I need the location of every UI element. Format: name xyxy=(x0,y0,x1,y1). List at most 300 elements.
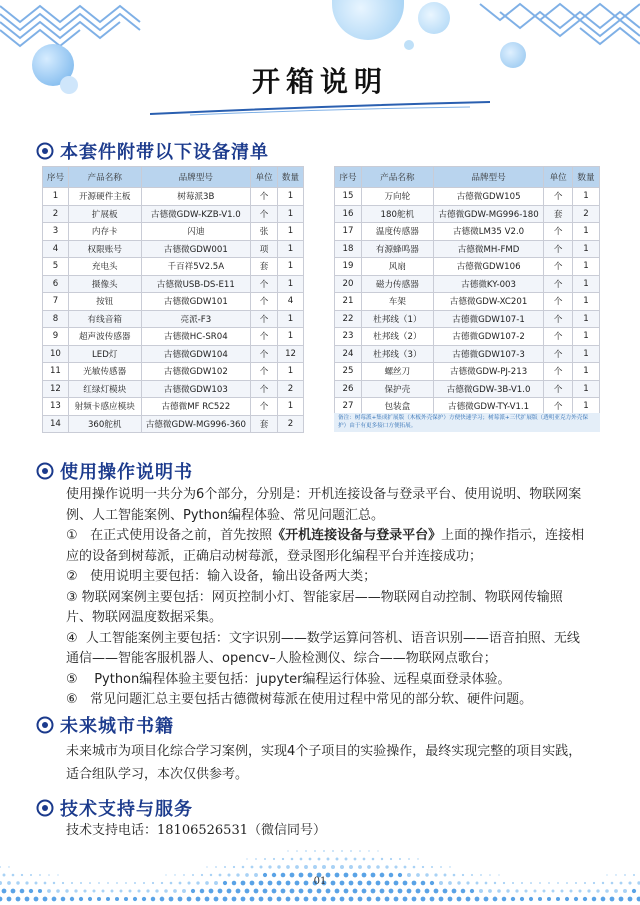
decor-dot xyxy=(79,897,83,901)
decor-dot xyxy=(245,889,250,894)
table-cell: 古德微MH-FMD xyxy=(433,240,544,258)
section-heading-equipment: 本套件附带以下设备清单 xyxy=(36,138,269,164)
decor-dot xyxy=(592,897,596,901)
support-phone: 技术支持电话：18106526531（微信同号） xyxy=(66,823,326,838)
decor-dot xyxy=(218,889,223,894)
decor-dot xyxy=(232,897,237,902)
table-cell: 万向轮 xyxy=(362,188,434,206)
decor-dot xyxy=(425,889,430,894)
decor-dot xyxy=(146,889,149,892)
decor-dot xyxy=(413,866,416,869)
table-header-row xyxy=(43,167,304,188)
decor-dot xyxy=(124,897,128,901)
table-cell: 1 xyxy=(572,223,599,241)
decor-dot xyxy=(191,889,195,893)
table-row xyxy=(335,223,600,241)
table-cell: 13 xyxy=(43,398,69,416)
table-cell: 红绿灯模块 xyxy=(68,380,141,398)
table-cell: 个 xyxy=(251,345,278,363)
decor-dot xyxy=(25,897,30,902)
table-cell: 21 xyxy=(335,293,362,311)
decor-dot xyxy=(286,897,291,902)
decor-dot xyxy=(349,897,354,902)
table-cell: 360舵机 xyxy=(68,415,141,433)
decor-dot xyxy=(565,897,569,901)
table-cell: 个 xyxy=(251,205,278,223)
decor-dot xyxy=(371,889,376,894)
decor-dot xyxy=(385,897,390,902)
decor-dot xyxy=(570,890,573,893)
decor-dot xyxy=(547,897,551,901)
decor-dot xyxy=(326,889,331,894)
table-cell: 古德微GDW-3B-V1.0 xyxy=(433,380,544,398)
table-header-cell: 序号 xyxy=(43,167,69,188)
table-cell: 1 xyxy=(572,240,599,258)
table-cell: 6 xyxy=(43,275,69,293)
table-cell: 1 xyxy=(278,363,304,381)
table-cell: 个 xyxy=(544,328,572,346)
table-row xyxy=(43,415,304,433)
table-row xyxy=(43,258,304,276)
decor-dot xyxy=(340,865,344,869)
table-cell: 个 xyxy=(251,328,278,346)
future-city-body: 未来城市为项目化综合学习案例，实现4个子项目的实验操作，最终实现完整的项目实践，适合组队学习，本次仅供参考。 xyxy=(66,744,582,782)
decor-dot xyxy=(304,897,309,902)
table-row xyxy=(43,188,304,206)
decor-dot xyxy=(367,865,371,869)
table-cell: 个 xyxy=(251,310,278,328)
table-row xyxy=(335,188,600,206)
table-cell: 闪迪 xyxy=(141,223,250,241)
table-cell: 1 xyxy=(572,310,599,328)
table-cell: 古德微GDW107-3 xyxy=(433,345,544,363)
decor-dot xyxy=(398,889,403,894)
table-cell: 套 xyxy=(251,415,278,433)
decor-dot xyxy=(457,897,462,902)
table-cell: 9 xyxy=(43,328,69,346)
decor-dot xyxy=(556,897,560,901)
decor-dot xyxy=(443,889,448,894)
decor-dot xyxy=(11,889,16,894)
decor-dot xyxy=(47,889,51,893)
decor-dot xyxy=(120,890,123,893)
decor-dot xyxy=(308,889,313,894)
decor-dot xyxy=(38,889,42,893)
decor-dot xyxy=(619,897,624,902)
decor-dot xyxy=(475,897,480,902)
decor-dot xyxy=(309,858,312,861)
decor-dot xyxy=(322,865,326,869)
table-header-cell: 产品名称 xyxy=(362,167,434,188)
table-cell: 古德微GDW102 xyxy=(141,363,250,381)
table-cell: 19 xyxy=(335,258,362,276)
table-cell: 张 xyxy=(251,223,278,241)
decor-dot xyxy=(331,865,335,869)
table-cell: 古德微GDW-PJ-213 xyxy=(433,363,544,381)
page-number: 01 xyxy=(313,876,327,887)
table-cell: 杜邦线（2） xyxy=(362,328,434,346)
decor-dot xyxy=(61,897,66,902)
decor-dot xyxy=(408,858,410,860)
decor-dot xyxy=(92,889,95,892)
decor-dot xyxy=(268,897,273,902)
decor-dot xyxy=(372,858,375,861)
table-cell: 1 xyxy=(278,328,304,346)
decor-dot xyxy=(362,889,367,894)
decor-dot xyxy=(305,850,307,852)
table-cell: 1 xyxy=(572,345,599,363)
table-cell: 2 xyxy=(278,415,304,433)
decor-dot xyxy=(296,850,298,852)
table-row xyxy=(335,275,600,293)
decor-dot xyxy=(358,897,363,902)
decor-dot xyxy=(399,858,401,860)
decor-dot xyxy=(300,858,303,861)
table-cell: 超声波传感器 xyxy=(68,328,141,346)
table-cell: 杜邦线（1） xyxy=(362,310,434,328)
manual-item: ④ 人工智能案例主要包括：文字识别——数学运算问答机、语音识别——语音拍照、无线通信——智能客服机器人、opencv–人脸检测仪、综合——物联网点歌台； xyxy=(66,630,580,666)
table-row xyxy=(43,310,304,328)
table-cell: 12 xyxy=(278,345,304,363)
decor-dot xyxy=(133,897,137,901)
decor-dot xyxy=(350,850,352,852)
table-cell: 1 xyxy=(572,188,599,206)
table-row xyxy=(43,223,304,241)
table-header-cell: 品牌型号 xyxy=(141,167,250,188)
table-cell: 23 xyxy=(335,328,362,346)
table-cell: 1 xyxy=(278,223,304,241)
table-header-cell: 序号 xyxy=(335,167,362,188)
decor-dot xyxy=(340,897,345,902)
table-cell: 8 xyxy=(43,310,69,328)
decor-dot xyxy=(2,889,7,894)
table-cell: 有线音箱 xyxy=(68,310,141,328)
table-row xyxy=(335,310,600,328)
decor-dot xyxy=(209,889,214,894)
table-cell: 个 xyxy=(544,258,572,276)
table-cell: 12 xyxy=(43,380,69,398)
table-cell: 个 xyxy=(251,275,278,293)
decor-dot xyxy=(349,865,353,869)
decor-dot xyxy=(583,897,587,901)
decor-dot xyxy=(178,897,183,902)
decor-dot xyxy=(295,865,299,869)
table-cell: 3 xyxy=(43,223,69,241)
decor-dot xyxy=(251,866,254,869)
manual-item: ① 在正式使用设备之前，首先按照《开机连接设备与登录平台》上面的操作指示，连接相应的设备到树莓派，正确启动树莓派，登录图形化编程平台并连接成功； xyxy=(66,528,585,564)
bottom-dot-pattern xyxy=(0,835,640,905)
table-cell: 180舵机 xyxy=(362,205,434,223)
decor-dot xyxy=(304,865,308,869)
decor-circle xyxy=(404,40,414,50)
table-cell: 个 xyxy=(544,223,572,241)
table-cell: 树莓派3B xyxy=(141,188,250,206)
table-row xyxy=(43,205,304,223)
table-cell: 权限账号 xyxy=(68,240,141,258)
decor-dot xyxy=(431,866,433,868)
decor-dot xyxy=(376,865,380,869)
decor-dot xyxy=(336,858,339,861)
decor-dot xyxy=(440,866,442,868)
decor-dot xyxy=(250,897,255,902)
decor-dot xyxy=(403,897,408,902)
table-row xyxy=(43,398,304,416)
decor-dot xyxy=(502,897,507,902)
table-cell: 古德微GDW106 xyxy=(433,258,544,276)
decor-circle xyxy=(332,0,404,40)
table-cell: 套 xyxy=(544,205,572,223)
decor-dot xyxy=(416,889,421,894)
decor-dot xyxy=(538,897,542,901)
section-heading-future-city: 未来城市书籍 xyxy=(36,712,174,738)
table-cell: 个 xyxy=(251,398,278,416)
table-cell: 1 xyxy=(278,205,304,223)
decor-dot xyxy=(52,897,57,902)
decor-dot xyxy=(97,897,101,901)
table-header-cell: 单位 xyxy=(544,167,572,188)
decor-dot xyxy=(295,897,300,902)
decor-dot xyxy=(354,858,357,861)
table-cell: 千百祥5V2.5A xyxy=(141,258,250,276)
table-cell: 个 xyxy=(544,275,572,293)
decor-dot xyxy=(389,889,394,894)
table-cell: 古德微GDW-MG996-360 xyxy=(141,415,250,433)
manual-body xyxy=(66,485,586,711)
decor-circle xyxy=(418,2,450,34)
decor-dot xyxy=(363,858,366,861)
table-cell: 个 xyxy=(251,188,278,206)
decor-dot xyxy=(164,889,168,893)
table-cell: 10 xyxy=(43,345,69,363)
decor-dot xyxy=(317,889,322,894)
bullet-circle-icon xyxy=(36,799,54,817)
decor-dot xyxy=(255,858,257,860)
decor-dot xyxy=(470,889,474,893)
decor-dot xyxy=(390,858,392,860)
table-cell: 17 xyxy=(335,223,362,241)
table-cell: 古德微LM35 V2.0 xyxy=(433,223,544,241)
table-cell: 1 xyxy=(278,398,304,416)
table-cell: 古德微HC-SR04 xyxy=(141,328,250,346)
table-cell: 杜邦线（3） xyxy=(362,345,434,363)
bullet-circle-icon xyxy=(36,142,54,160)
table-cell: 风扇 xyxy=(362,258,434,276)
table-cell: 24 xyxy=(335,345,362,363)
decor-dot xyxy=(88,897,92,901)
decor-dot xyxy=(29,889,33,893)
decor-dot xyxy=(318,858,321,861)
table-cell: 射频卡感应模块 xyxy=(68,398,141,416)
table-cell: 1 xyxy=(572,293,599,311)
decor-dot xyxy=(0,897,2,902)
decor-dot xyxy=(367,897,372,902)
decor-dot xyxy=(601,897,606,902)
page-title: 开箱说明 xyxy=(251,65,388,98)
table-cell: 7 xyxy=(43,293,69,311)
table-cell: 个 xyxy=(544,345,572,363)
table-row xyxy=(335,205,600,223)
decor-dot xyxy=(323,850,325,852)
decor-dot xyxy=(511,897,515,901)
decor-dot xyxy=(223,897,228,902)
table-cell: 1 xyxy=(572,258,599,276)
table-cell: 螺丝刀 xyxy=(362,363,434,381)
decor-dot xyxy=(111,890,114,893)
table-header-cell: 品牌型号 xyxy=(433,167,544,188)
table-cell: 亮派-F3 xyxy=(141,310,250,328)
decor-dot xyxy=(497,889,501,893)
decor-dot xyxy=(241,897,246,902)
decor-dot xyxy=(142,897,146,901)
table-cell: 25 xyxy=(335,363,362,381)
decor-dot xyxy=(272,889,277,894)
decor-dot xyxy=(313,897,318,902)
decor-dot xyxy=(484,897,489,902)
decor-dot xyxy=(43,897,48,902)
table-cell: 1 xyxy=(278,258,304,276)
table-header-row xyxy=(335,167,600,188)
table-cell: 1 xyxy=(278,188,304,206)
decor-dot xyxy=(273,858,275,860)
decor-dot xyxy=(151,897,155,901)
table-cell: 11 xyxy=(43,363,69,381)
table-row xyxy=(43,328,304,346)
decor-dot xyxy=(196,897,201,902)
table-cell: 2 xyxy=(572,205,599,223)
top-right-stripes xyxy=(470,0,640,60)
decor-dot xyxy=(381,858,383,860)
manual-item: ⑤ Python编程体验主要包括：jupyter编程运行体验、远程桌面登录体验。 xyxy=(66,671,511,687)
table-cell: 古德微GDW107-1 xyxy=(433,310,544,328)
table-cell: 古德微MF RC522 xyxy=(141,398,250,416)
table-cell: 16 xyxy=(335,205,362,223)
decor-dot xyxy=(277,865,280,868)
decor-dot xyxy=(344,889,349,894)
decor-dot xyxy=(83,889,86,892)
table-cell: 1 xyxy=(572,363,599,381)
decor-dot xyxy=(345,858,348,861)
table-cell: 个 xyxy=(544,293,572,311)
table-cell: 个 xyxy=(251,363,278,381)
table-cell: 15 xyxy=(335,188,362,206)
decor-dot xyxy=(287,850,288,851)
bullet-circle-icon xyxy=(36,462,54,480)
decor-dot xyxy=(206,866,207,867)
bullet-circle-icon xyxy=(36,716,54,734)
decor-dot xyxy=(331,897,336,902)
table-cell: 2 xyxy=(43,205,69,223)
table-row xyxy=(335,328,600,346)
decor-dot xyxy=(7,897,12,902)
table-cell: 古德微GDW-TY-V1.1 xyxy=(433,398,544,416)
table-cell: 1 xyxy=(572,380,599,398)
table-note: 备注：树莓派+集成扩展版（木板外壳保护）方便快速学习；树莓派+三代扩展版（透明亚克力外壳保护）由于有更多接口方便拓展。 xyxy=(334,413,600,432)
table-cell: 1 xyxy=(572,398,599,416)
decor-dot xyxy=(377,850,378,851)
decor-dot xyxy=(587,889,590,892)
decor-dot xyxy=(421,897,426,902)
decor-dot xyxy=(623,889,627,893)
decor-dot xyxy=(137,889,140,892)
decor-dot xyxy=(385,865,388,868)
table-cell: 1 xyxy=(278,240,304,258)
table-cell: 个 xyxy=(544,398,572,416)
table-cell: 古德微GDW-MG996-180 xyxy=(433,205,544,223)
table-cell: 有源蜂鸣器 xyxy=(362,240,434,258)
decor-dot xyxy=(160,897,165,902)
table-header-cell: 产品名称 xyxy=(68,167,141,188)
decor-dot xyxy=(259,865,262,868)
table-row xyxy=(335,258,600,276)
decor-dot xyxy=(552,890,555,893)
decor-dot xyxy=(0,866,1,868)
table-cell: 个 xyxy=(544,380,572,398)
table-cell: 温度传感器 xyxy=(362,223,434,241)
decor-dot xyxy=(115,897,119,901)
table-cell: 磁力传感器 xyxy=(362,275,434,293)
decor-dot xyxy=(277,897,282,902)
table-header-cell: 数量 xyxy=(278,167,304,188)
table-cell: 1 xyxy=(572,328,599,346)
decor-dot xyxy=(412,897,417,902)
decor-dot xyxy=(155,889,158,892)
table-cell: 1 xyxy=(572,275,599,293)
table-cell: 古德微GDW101 xyxy=(141,293,250,311)
table-row xyxy=(43,345,304,363)
table-cell: 22 xyxy=(335,310,362,328)
table-cell: 27 xyxy=(335,398,362,416)
table-cell: 内存卡 xyxy=(68,223,141,241)
decor-dot xyxy=(632,889,636,893)
decor-dot xyxy=(224,866,226,868)
decor-dot xyxy=(422,866,424,868)
decor-dot xyxy=(281,889,286,894)
decor-dot xyxy=(322,897,327,902)
decor-dot xyxy=(8,866,9,867)
decor-dot xyxy=(430,897,435,902)
table-cell: 4 xyxy=(278,293,304,311)
decor-dot xyxy=(434,889,439,894)
title-underline xyxy=(150,100,490,116)
decor-dot xyxy=(227,889,232,894)
decor-dot xyxy=(353,889,358,894)
decor-dot xyxy=(20,889,25,894)
table-cell: 1 xyxy=(278,310,304,328)
table-cell: 20 xyxy=(335,275,362,293)
decor-dot xyxy=(515,889,518,892)
table-row xyxy=(335,380,600,398)
table-row xyxy=(43,240,304,258)
decor-dot xyxy=(286,865,290,869)
decor-dot xyxy=(448,897,453,902)
decor-dot xyxy=(394,865,397,868)
table-cell: 古德微GDW104 xyxy=(141,345,250,363)
table-row xyxy=(335,345,600,363)
decor-dot xyxy=(637,897,640,902)
decor-dot xyxy=(376,897,381,902)
table-cell: 古德微GDW-KZB-V1.0 xyxy=(141,205,250,223)
decor-dot xyxy=(574,897,578,901)
decor-dot xyxy=(407,889,412,894)
table-row xyxy=(335,240,600,258)
decor-dot xyxy=(394,897,399,902)
decor-dot xyxy=(259,897,264,902)
table-cell: 26 xyxy=(335,380,362,398)
decor-dot xyxy=(214,897,219,902)
table-row xyxy=(43,380,304,398)
decor-dot xyxy=(479,889,483,893)
decor-dot xyxy=(102,890,105,893)
